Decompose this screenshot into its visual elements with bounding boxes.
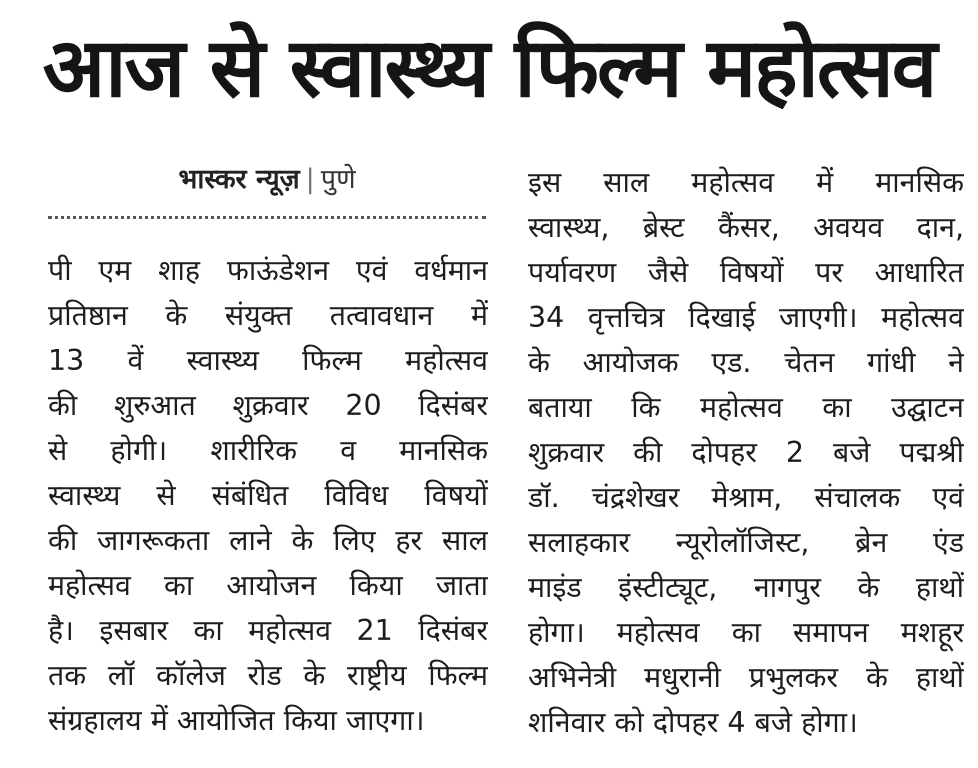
article-line: संग्रहालय में आयोजित किया जाएगा। [48,704,425,737]
byline-city: पुणे [320,164,356,195]
article-line: बताया कि महोत्सव का उद्घाटन [528,391,964,424]
article-line: के आयोजक एड. चेतन गांधी ने [528,346,964,379]
byline [48,160,486,200]
article-line: माइंड इंस्टीट्यूट, नागपुर के हाथों [528,571,964,604]
article-line: महोत्सव का आयोजन किया जाता [48,569,488,602]
article-line: पर्यावरण जैसे विषयों पर आधारित [528,256,964,289]
article-line: प्रतिष्ठान के संयुक्त तत्वावधान में [48,299,488,332]
article-line: 13 वें स्वास्थ्य फिल्म महोत्सव [48,344,488,377]
headline: आज से स्वास्थ्य फिल्म महोत्सव [42,21,936,116]
article-column-right [528,160,964,745]
article-line: शुक्रवार की दोपहर 2 बजे पद्मश्री [528,436,964,469]
byline-source: भास्कर न्यूज़ [178,164,300,195]
article-line: स्वास्थ्य से संबंधित विविध विषयों [48,479,488,512]
article-line: होगा। महोत्सव का समापन मशहूर [528,616,964,649]
article-line: सलाहकार न्यूरोलॉजिस्ट, ब्रेन एंड [528,526,964,559]
byline-separator: | [305,164,315,195]
article-line: स्वास्थ्य, ब्रेस्ट कैंसर, अवयव दान, [528,211,964,244]
article-line: पी एम शाह फाऊंडेशन एवं वर्धमान [48,254,488,287]
article-line: इस साल महोत्सव में मानसिक [528,166,964,199]
article-column-left [48,248,488,743]
article-line: की शुरुआत शुक्रवार 20 दिसंबर [48,389,488,422]
article-line: तक लॉ कॉलेज रोड के राष्ट्रीय फिल्म [48,659,488,692]
article-line: डॉ. चंद्रशेखर मेश्राम, संचालक एवं [528,481,964,514]
article-line: अभिनेत्री मधुरानी प्रभुलकर के हाथों [528,661,964,694]
article-line: की जागरूकता लाने के लिए हर साल [48,524,488,557]
article-line: है। इसबार का महोत्सव 21 दिसंबर [48,614,488,647]
article-line: से होगी। शारीरिक व मानसिक [48,434,488,467]
article-line: 34 वृत्तचित्र दिखाई जाएगी। महोत्सव [528,301,964,334]
article-line: शनिवार को दोपहर 4 बजे होगा। [528,706,858,739]
dotted-divider [48,216,486,219]
